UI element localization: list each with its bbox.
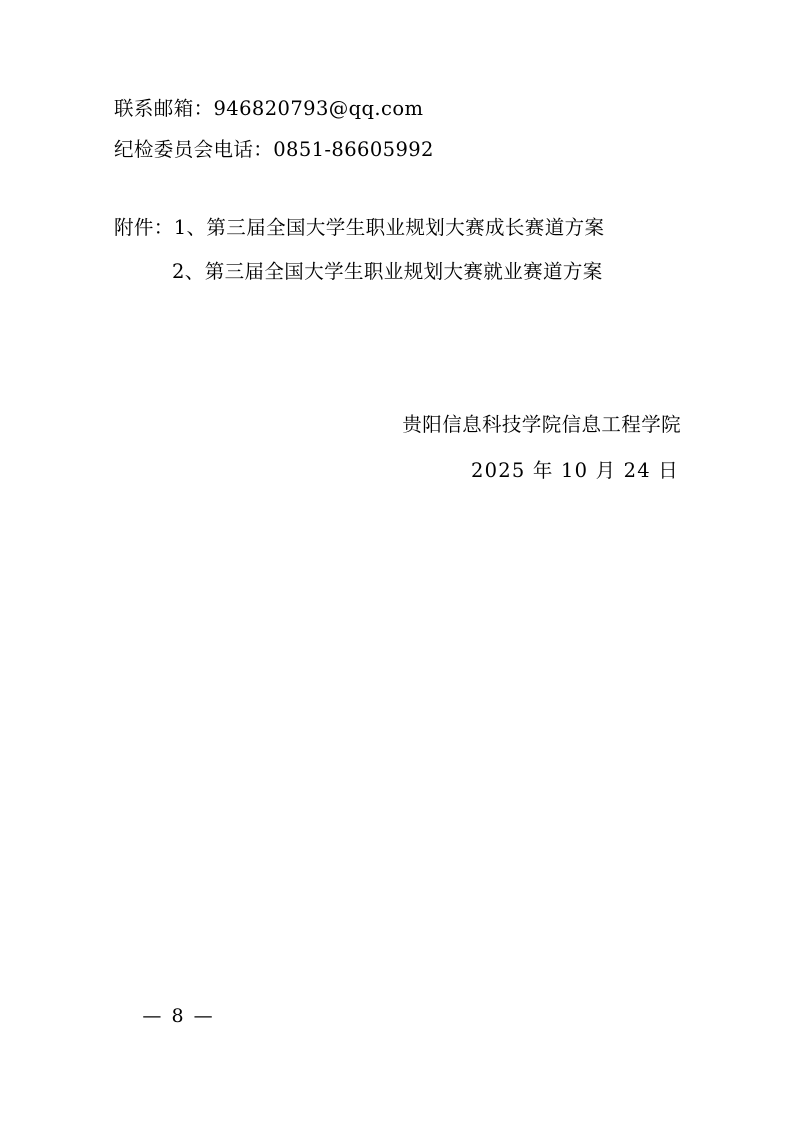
- attachment-item-2: 2、第三届全国大学生职业规划大赛就业赛道方案: [172, 260, 603, 283]
- contact-email-line: 联系邮箱：946820793@qq.com: [114, 97, 424, 120]
- spacer: [114, 170, 684, 206]
- page-number: — 8 —: [142, 1005, 215, 1027]
- signature-organization: 贵阳信息科技学院信息工程学院: [402, 413, 681, 436]
- attachment-item-1: 附件：1、第三届全国大学生职业规划大赛成长赛道方案: [114, 216, 605, 239]
- signature-date: 2025 年 10 月 24 日: [471, 459, 679, 482]
- contact-info-block: [114, 88, 684, 170]
- discipline-phone-line: 纪检委员会电话：0851-86605992: [114, 138, 434, 161]
- document-body: [114, 88, 684, 494]
- signature-block: [114, 402, 684, 494]
- attachments-block: [114, 206, 684, 294]
- page-footer: [0, 1005, 793, 1027]
